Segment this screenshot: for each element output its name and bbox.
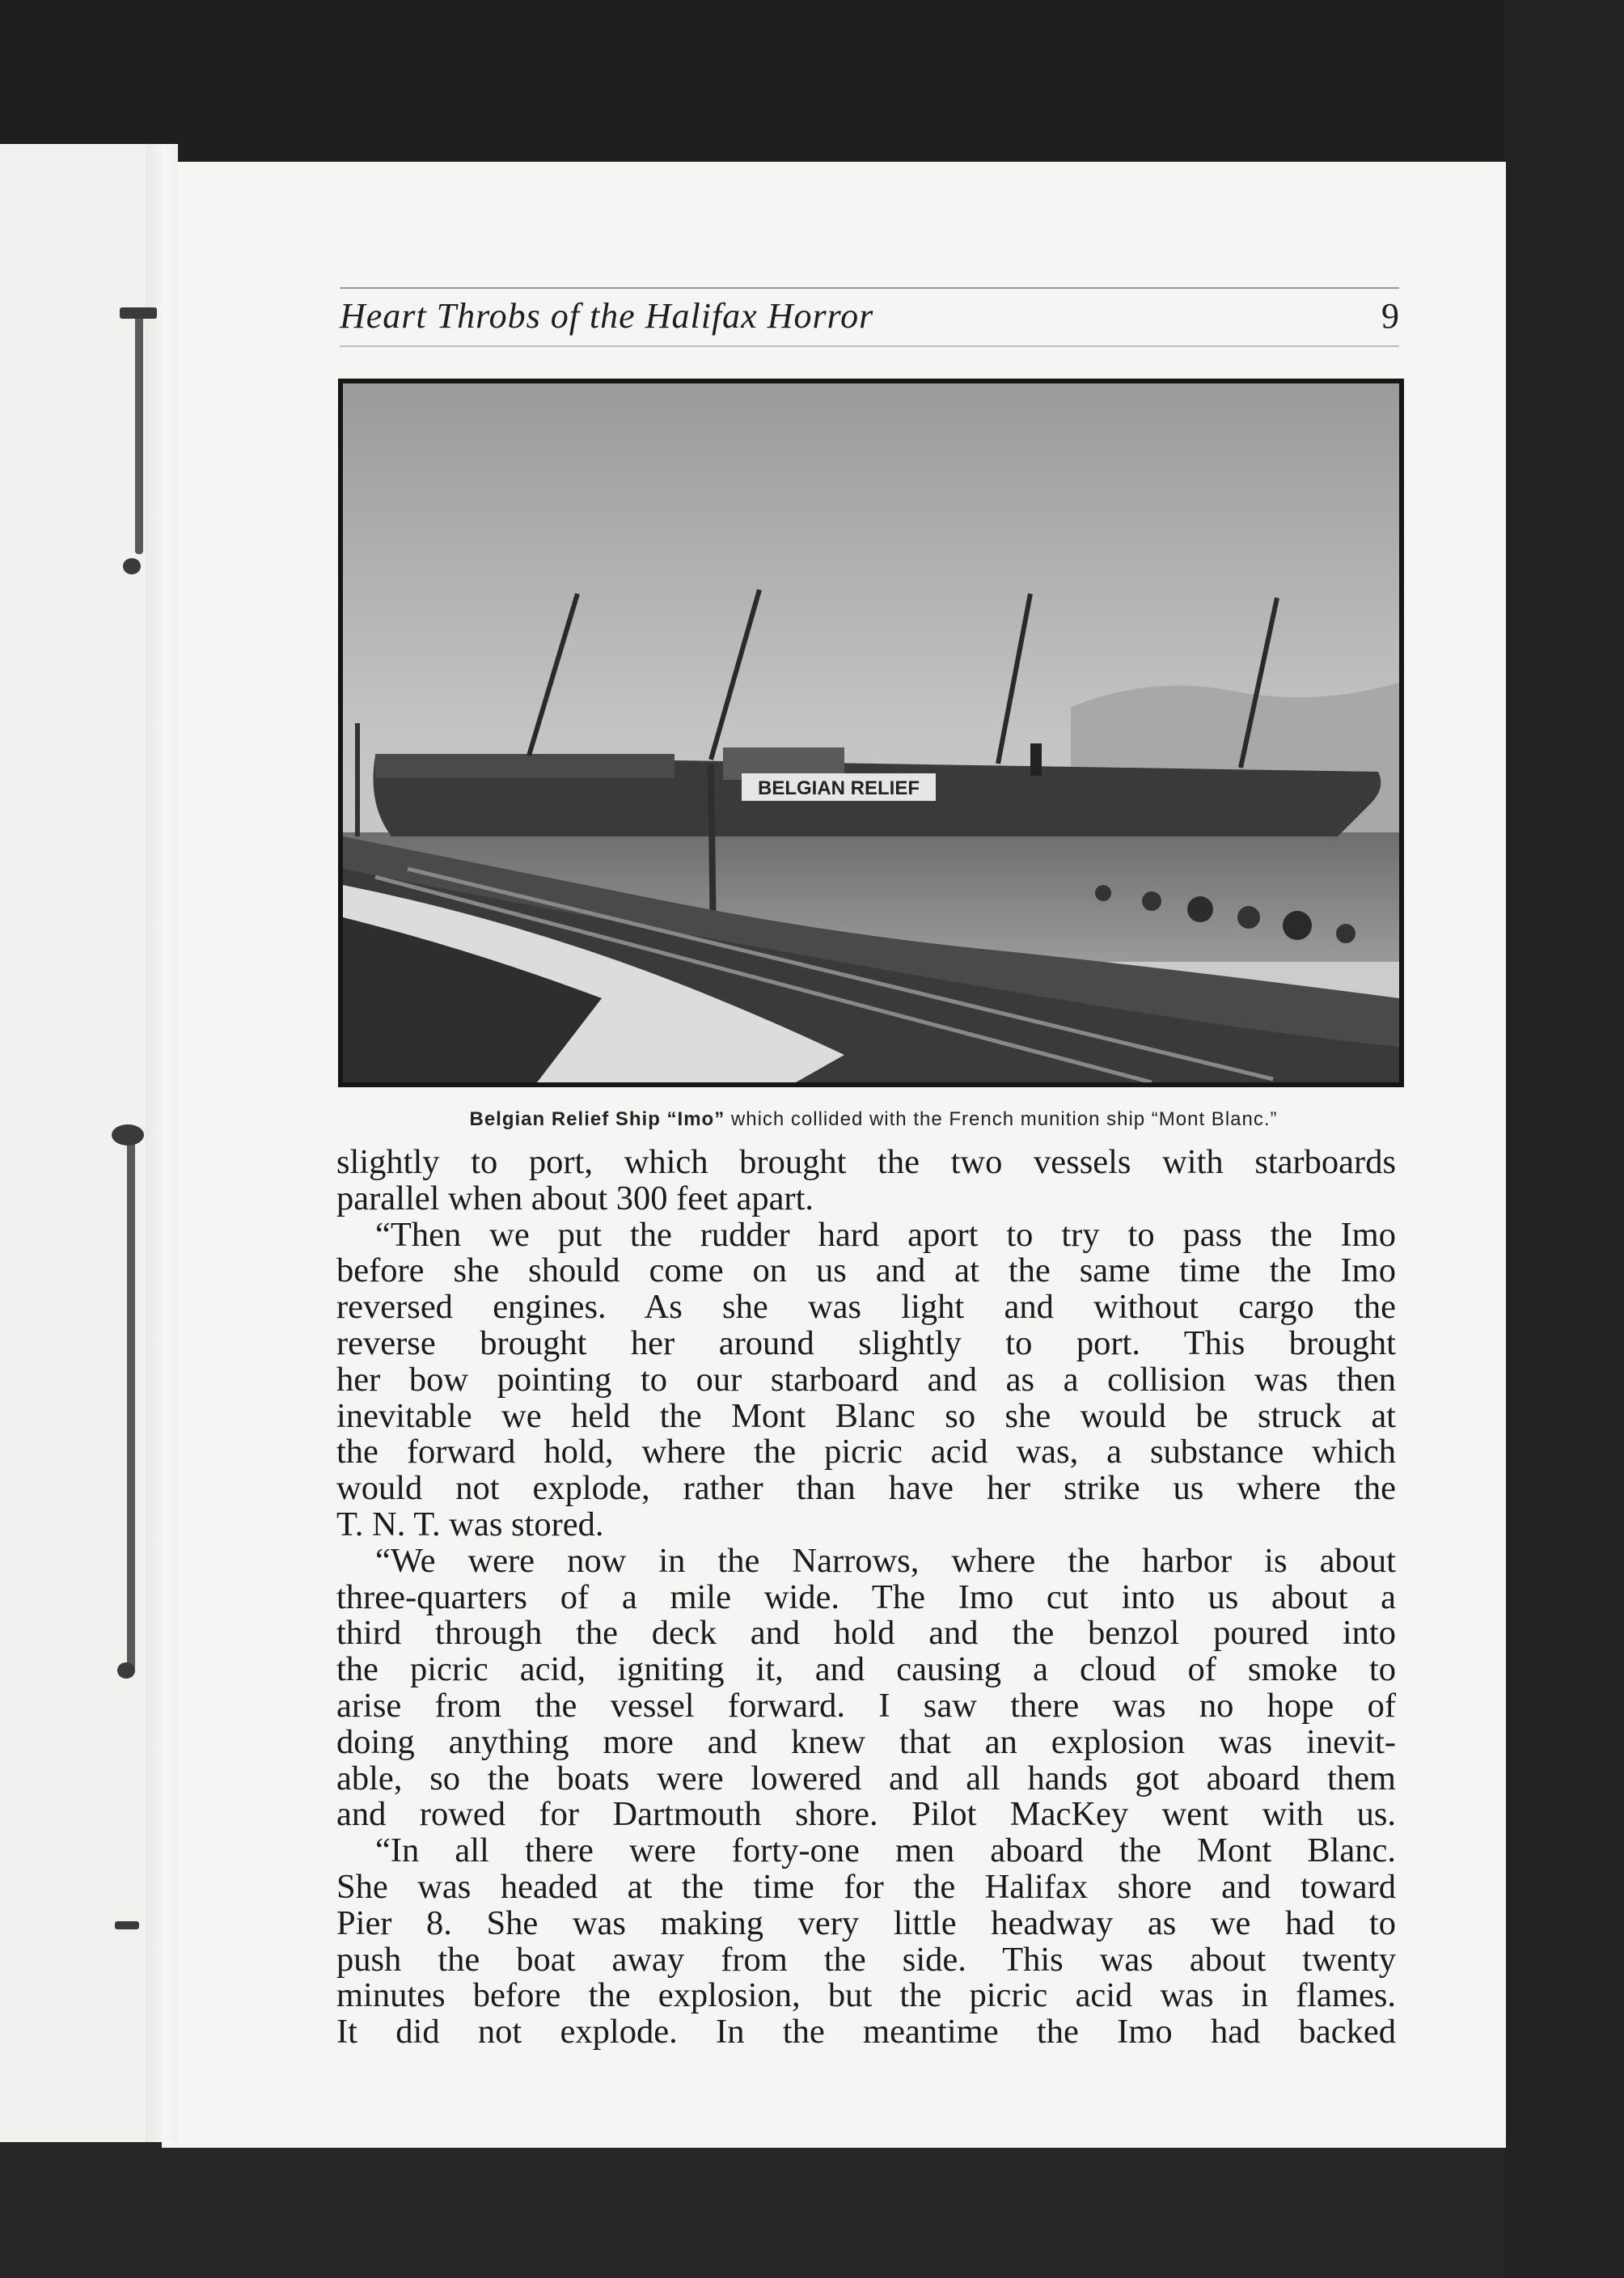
page-number: 9 — [1381, 296, 1399, 336]
text-line: arise from the vessel forward. I saw there was no hope of — [336, 1686, 1396, 1725]
ship-photograph — [338, 379, 1404, 1087]
running-head-title: Heart Throbs of the Halifax Horror — [340, 296, 874, 336]
text-line: three-quarters of a mile wide. The Imo cut into us about a — [336, 1577, 1396, 1616]
running-head — [340, 287, 1399, 347]
scanner-background-top — [0, 0, 1624, 162]
body-text — [336, 1145, 1396, 2051]
text-line: She was headed at the time for the Halifax shore and toward — [336, 1867, 1396, 1906]
text-line: inevitable we held the Mont Blanc so she would be struck at — [336, 1396, 1396, 1435]
text-line: the picric acid, igniting it, and causing a cloud of smoke to — [336, 1650, 1396, 1689]
text-line: slightly to port, which brought the two vessels with starboards — [336, 1143, 1396, 1181]
text-line: minutes before the explosion, but the picric acid was in flames. — [336, 1976, 1396, 2015]
text-line: doing anything more and knew that an explosion was inevit- — [336, 1722, 1396, 1761]
text-line: push the boat away from the side. This was about twenty — [336, 1940, 1396, 1979]
caption-bold: Belgian Relief Ship “Imo” — [469, 1108, 725, 1130]
text-line: her bow pointing to our starboard and as a collision was then — [336, 1360, 1396, 1399]
text-line: and rowed for Dartmouth shore. Pilot MacKey went with us. — [336, 1795, 1396, 1834]
scanner-background-right — [1504, 0, 1624, 2278]
sign-text: BELGIAN RELIEF — [757, 777, 920, 799]
text-line: before she should come on us and at the same time the Imo — [336, 1251, 1396, 1290]
text-line: It did not explode. In the meantime the Imo had backed — [336, 2013, 1396, 2051]
text-line: “Then we put the rudder hard aport to try to pass the Imo — [375, 1215, 1396, 1254]
text-line: “We were now in the Narrows, where the harbor is about — [375, 1541, 1396, 1580]
photo-caption — [340, 1108, 1407, 1131]
scanner-background-bottom — [0, 2136, 1624, 2278]
text-line: would not explode, rather than have her strike us where the — [336, 1469, 1396, 1508]
text-line: able, so the boats were lowered and all hands got aboard them — [336, 1759, 1396, 1797]
text-line: third through the deck and hold and the benzol poured into — [336, 1614, 1396, 1653]
text-line: reversed engines. As she was light and without cargo the — [336, 1288, 1396, 1327]
page-gutter — [146, 144, 178, 2142]
text-line: “In all there were forty-one men aboard the Mont Blanc. — [375, 1831, 1396, 1870]
text-line: the forward hold, where the picric acid was, a substance which — [336, 1433, 1396, 1471]
text-line: T. N. T. was stored. — [336, 1505, 604, 1543]
text-line: parallel when about 300 feet apart. — [336, 1179, 814, 1217]
text-line: reverse brought her around slightly to port. This brought — [336, 1323, 1396, 1362]
caption-rest: which collided with the French munition ship “Mont Blanc.” — [725, 1108, 1278, 1130]
text-line: Pier 8. She was making very little headway as we had to — [336, 1903, 1396, 1942]
